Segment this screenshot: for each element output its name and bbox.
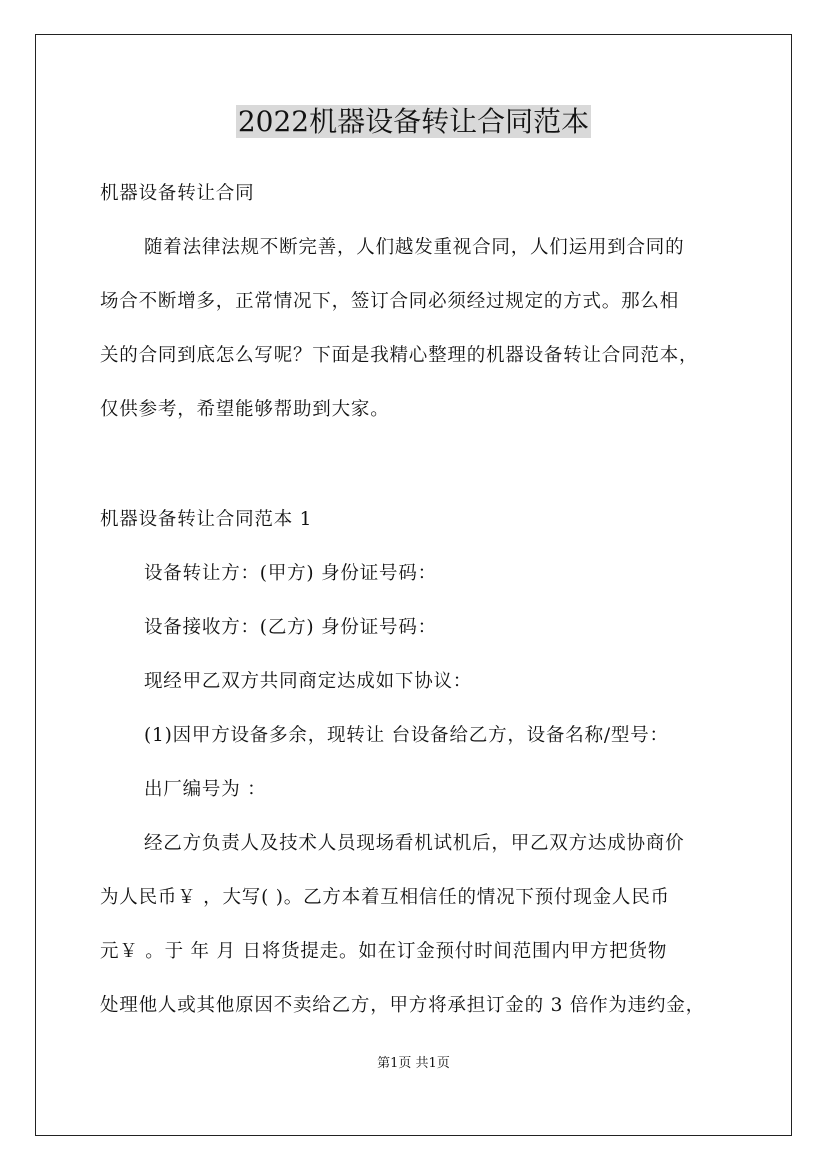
section-line: 现经甲乙双方共同商定达成如下协议： xyxy=(144,671,473,692)
intro-line: 关的合同到底怎么写呢？下面是我精心整理的机器设备转让合同范本， xyxy=(100,345,699,366)
document-heading: 机器设备转让合同 xyxy=(100,183,255,204)
section-line: (1)因甲方设备多余，现转让 台设备给乙方，设备名称/型号： xyxy=(144,725,669,746)
section-line: 为人民币￥ ，大写( )。乙方本着互相信任的情况下预付现金人民币 xyxy=(100,887,670,908)
section-line: 设备转让方：(甲方) 身份证号码： xyxy=(144,563,437,584)
section-line: 出厂编号为 ： xyxy=(144,779,267,800)
section-line: 处理他人或其他原因不卖给乙方，甲方将承担订金的 3 倍作为违约金， xyxy=(100,995,705,1016)
intro-line: 随着法律法规不断完善，人们越发重视合同，人们运用到合同的 xyxy=(144,237,685,258)
section-heading: 机器设备转让合同范本 1 xyxy=(100,509,313,530)
section-line: 设备接收方：(乙方) 身份证号码： xyxy=(144,617,437,638)
intro-line: 仅供参考，希望能够帮助到大家。 xyxy=(100,399,390,420)
section-line: 元￥ 。于 年 月 日将货提走。如在订金预付时间范围内甲方把货物 xyxy=(100,941,668,962)
document-title xyxy=(0,100,827,144)
document-title-text: 2022机器设备转让合同范本 xyxy=(237,105,590,138)
page-footer: 第1页 共1页 xyxy=(377,1056,450,1071)
section-line: 经乙方负责人及技术人员现场看机试机后，甲乙双方达成协商价 xyxy=(144,833,685,854)
intro-line: 场合不断增多，正常情况下，签订合同必须经过规定的方式。那么相 xyxy=(100,291,680,312)
